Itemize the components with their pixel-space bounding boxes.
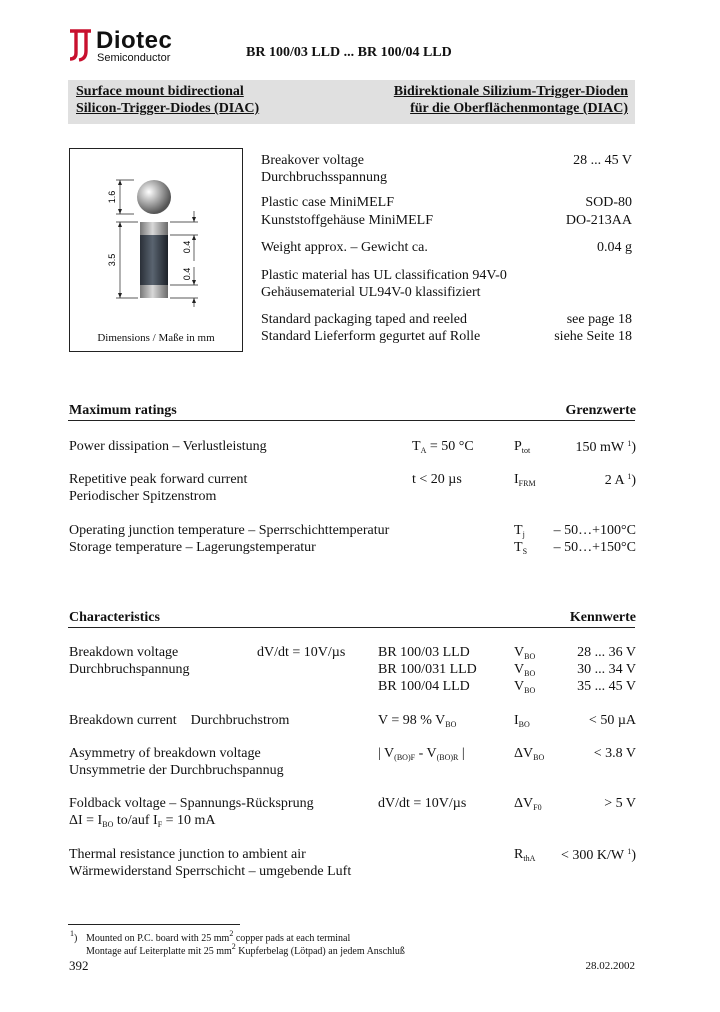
- pd-condition: $T_A = 50$ °C: [412, 439, 474, 455]
- footnote-mark: $^1$): [70, 929, 78, 944]
- tj-label: Operating junction temperature – Sperrschichttemperatur: [69, 523, 390, 538]
- ifrm-condition: t < 20 µs: [412, 472, 462, 487]
- package-cap-bottom: [140, 285, 168, 298]
- ifrm-value: 2 A $^1$): [604, 472, 636, 488]
- package-cap-top: [140, 222, 168, 235]
- vbo-part-031: BR 100/031 LLD: [378, 662, 477, 677]
- tj-symbol: $T_j$: [514, 523, 525, 539]
- ibo-value: < 50 µA: [588, 713, 636, 728]
- asym-label2: Unsymmetrie der Durchbruchspannug: [69, 763, 284, 778]
- vbo-label2: Durchbruchspannung: [69, 662, 190, 677]
- spec-packaging-value1: see page 18: [566, 312, 632, 327]
- ifrm-symbol: $I_{FRM}$: [514, 472, 536, 488]
- dim-end1-label: 0.4: [182, 240, 192, 254]
- ifrm-label1: Repetitive peak forward current: [69, 472, 248, 487]
- asym-value: < 3.8 V: [593, 746, 636, 761]
- footnote-en: Mounted on P.C. board with 25 $mm^2$ copper pads at each terminal: [86, 929, 351, 944]
- fold-label2: $\Delta I = I_{BO}$ to/auf $I_F = 10$ mA: [69, 813, 216, 829]
- footnote-rule: [68, 924, 240, 925]
- banner-right-line2: für die Oberflächenmontage (DIAC): [410, 101, 628, 116]
- dim-end2-label: 0.4: [182, 267, 192, 281]
- rth-label1: Thermal resistance junction to ambient air: [69, 847, 306, 862]
- vbo-value-04: 35 ... 45 V: [577, 679, 636, 694]
- vbo-symbol-04: $V_{BO}$: [514, 679, 536, 695]
- spec-breakover-label2: Durchbruchsspannung: [261, 170, 387, 185]
- spec-breakover-label1: Breakover voltage: [261, 153, 365, 168]
- asym-label1: Asymmetry of breakdown voltage: [69, 746, 261, 761]
- pd-value: 150 mW $^1$): [575, 439, 636, 455]
- banner-right-line1: Bidirektionale Silizium-Trigger-Dioden: [393, 84, 628, 99]
- part-range-title: BR 100/03 LLD ... BR 100/04 LLD: [246, 45, 452, 60]
- rth-label2: Wärmewiderstand Sperrschicht – umgebende Luft: [69, 864, 352, 879]
- brand-subtitle: Semiconductor: [97, 52, 171, 64]
- document-date: 28.02.2002: [585, 960, 635, 972]
- max-ratings-rule: [68, 420, 635, 421]
- spec-case-value2: DO-213AA: [565, 213, 632, 228]
- package-end-view: [137, 180, 171, 214]
- footnote-de: Montage auf Leiterplatte mit 25 $mm^2$ Kupferbelag (Lötpad) an jedem Anschluß: [86, 942, 405, 957]
- banner-left-line1: Surface mount bidirectional: [76, 84, 244, 99]
- vbo-label1: Breakdown voltage: [69, 645, 179, 660]
- vbo-part-03: BR 100/03 LLD: [378, 645, 470, 660]
- asym-symbol: $\Delta V_{BO}$: [514, 746, 545, 762]
- dim-top-label: 1.6: [107, 190, 117, 204]
- spec-case-label2: Kunststoffgehäuse MiniMELF: [261, 213, 434, 228]
- diagram-caption: Dimensions / Maße in mm: [97, 332, 215, 344]
- spec-weight-value: 0.04 g: [597, 240, 632, 255]
- vbo-symbol-03: $V_{BO}$: [514, 645, 536, 661]
- ifrm-label2: Periodischer Spitzenstrom: [69, 489, 217, 504]
- max-ratings-title: Maximum ratings: [69, 403, 177, 418]
- tj-value: – 50…+100°C: [553, 523, 636, 538]
- ts-symbol: $T_S$: [514, 540, 528, 556]
- spec-packaging-label1: Standard packaging taped and reeled: [261, 312, 468, 327]
- ts-label: Storage temperature – Lagerungstemperatur: [69, 540, 316, 555]
- vbo-part-04: BR 100/04 LLD: [378, 679, 470, 694]
- vbo-value-031: 30 ... 34 V: [577, 662, 636, 677]
- dim-total-label: 3.5: [107, 253, 117, 267]
- rth-value: < 300 K/W $^1$): [560, 847, 636, 863]
- page-number: 392: [69, 958, 89, 973]
- spec-weight-label: Weight approx. – Gewicht ca.: [261, 240, 428, 255]
- max-ratings-title-de: Grenzwerte: [565, 403, 636, 418]
- spec-packaging-label2: Standard Lieferform gegurtet auf Rolle: [261, 329, 481, 344]
- spec-ul-label2: Gehäusematerial UL94V-0 klassifiziert: [261, 285, 481, 300]
- vbo-condition: dV/dt = 10V/µs: [257, 645, 346, 660]
- diotec-logo-icon: [66, 27, 94, 63]
- brand-name: Diotec: [96, 27, 173, 54]
- fold-value: > 5 V: [604, 796, 636, 811]
- characteristics-rule: [68, 627, 635, 628]
- ibo-label: Breakdown current Durchbruchstrom: [69, 713, 290, 728]
- ibo-symbol: $I_{BO}$: [514, 713, 530, 729]
- spec-breakover-value: 28 ... 45 V: [573, 153, 632, 168]
- fold-symbol: $\Delta V_{F0}$: [514, 796, 542, 812]
- banner-left-line2: Silicon-Trigger-Diodes (DIAC): [76, 101, 260, 116]
- pd-symbol: $P_{tot}$: [514, 439, 531, 455]
- characteristics-title-de: Kennwerte: [569, 610, 636, 625]
- characteristics-title: Characteristics: [69, 610, 160, 625]
- ibo-condition: V = 98 % $V_{BO}$: [378, 713, 457, 729]
- rth-symbol: $R_{thA}$: [514, 847, 536, 863]
- spec-case-value1: SOD-80: [585, 195, 632, 210]
- spec-ul-label1: Plastic material has UL classification 94V-0: [261, 268, 507, 283]
- spec-packaging-value2: siehe Seite 18: [554, 329, 632, 344]
- fold-condition: dV/dt = 10V/µs: [378, 796, 467, 811]
- fold-label1: Foldback voltage – Spannungs-Rücksprung: [69, 796, 314, 811]
- dimension-diagram: [69, 148, 243, 352]
- spec-case-label1: Plastic case MiniMELF: [261, 195, 394, 210]
- asym-condition: | $V_{(BO)F} - V_{(BO)R}$ |: [378, 746, 465, 762]
- pd-label: Power dissipation – Verlustleistung: [69, 439, 267, 454]
- ts-value: – 50…+150°C: [553, 540, 636, 555]
- vbo-value-03: 28 ... 36 V: [577, 645, 636, 660]
- vbo-symbol-031: $V_{BO}$: [514, 662, 536, 678]
- minimelf-package-drawing: [70, 149, 242, 351]
